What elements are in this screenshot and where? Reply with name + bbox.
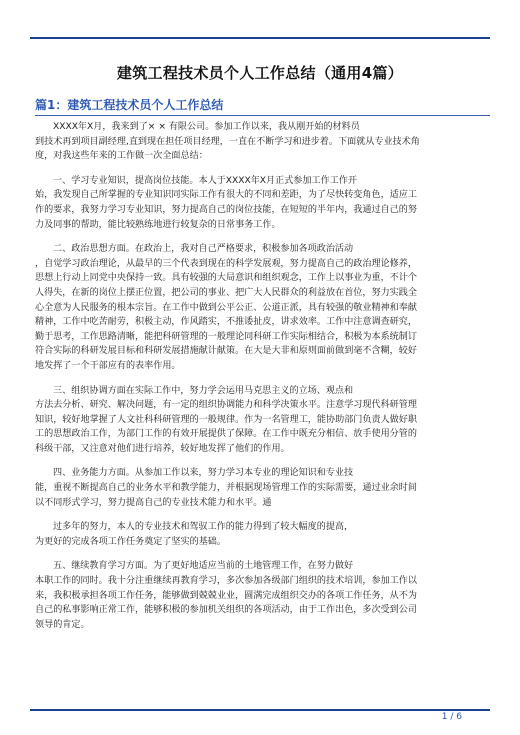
paragraph	[35, 559, 492, 632]
paragraph-line: 过多年的努力，本人的专业技术和驾驭工作的能力得到了较大幅度的提高，	[53, 522, 354, 533]
paragraph-line: 能，重视不断提高自己的业务水平和教学能力，并根据现场管理工作的实际需要，通过业余时间	[35, 483, 417, 494]
paragraph-line: 知识，较好地掌握了人文社科科研管理的一般规律。作为一名管理工，能协助部门负责人做好职	[35, 414, 417, 425]
paragraph-line: 度，对我这些年来的工作做一次全面总结：	[35, 151, 208, 162]
page-number: 1 / 6	[441, 712, 462, 722]
paragraph	[35, 384, 492, 457]
top-divider	[30, 37, 490, 39]
paragraph-line: 方法去分析、研究、解决问题，有一定的组织协调能力和科学决策水平。注意学习现代科研管理	[35, 400, 417, 411]
paragraph-line: 一、学习专业知识，提高岗位技能。本人于XXXX年X月正式参加工作工作开	[53, 175, 357, 186]
paragraph-line: 到技术再到项目副经理,直到现在担任项目经理，一直在不断学习和进步着。下面就从专业技术角	[35, 136, 420, 147]
paragraph-line: 自己的私事影响正常工作，能够积极的参加机关组织的各项活动，由于工作出色，多次受到公司	[35, 605, 417, 616]
paragraph-line: 力及同事的帮助，能比较熟练地进行较复杂的日常事务工作。	[35, 219, 281, 230]
paragraph	[35, 242, 492, 373]
paragraph	[35, 466, 492, 510]
paragraph-line: 本职工作的同时。我十分注重继续再教育学习，多次参加各级部门组织的技术培训，参加工作以	[35, 576, 417, 587]
paragraph-line: 符合实际的科研发展目标和科研发展措施献计献策。在大是大非和原则面前做到毫不含糊，较好	[35, 346, 417, 357]
section-divider	[35, 115, 490, 116]
paragraph-line: 二、政治思想方面。在政治上，我对自己严格要求，积极参加各项政治活动	[53, 244, 354, 255]
paragraph-line: 思想上行动上同党中央保持一致。具有较强的大局意识和组织观念，工作上以事业为重，不计个	[35, 273, 417, 284]
paragraph-line: 领导的肯定。	[35, 619, 90, 630]
paragraph-line: 以不同形式学习，努力提高自己的专业技术能力和水平。通	[35, 497, 272, 508]
paragraph-line: 地发挥了一个干部应有的表率作用。	[35, 360, 181, 371]
paragraph-line: 人得失，在新的岗位上摆正位置，把公司的事业、把广大人民群众的利益放在首位，努力实践全	[35, 287, 417, 298]
paragraph-line: 为更好的完成各项工作任务奠定了坚实的基础。	[35, 536, 226, 547]
paragraph	[35, 120, 492, 164]
section-title: 篇1：建筑工程技术员个人工作总结	[35, 98, 224, 112]
paragraph-line: 作的要求，我努力学习专业知识，努力提高自己的岗位技能，在短短的半年内，我通过自己的努	[35, 204, 417, 215]
document-body	[35, 120, 492, 642]
paragraph-line: 工的思想政治工作，为部门工作的有效开展提供了保障。在工作中既充分相信、放手使用分管的	[35, 429, 417, 440]
document-title: 建筑工程技术员个人工作总结（通用4篇）	[116, 64, 404, 82]
paragraph-line: 心全意为人民服务的根本宗旨。在工作中做到公平公正、公道正派，具有较强的敬业精神和奉献	[35, 302, 417, 313]
paragraph-line: XXXX年X月，我来到了× × 有限公司。参加工作以来，我从刚开始的材料员	[53, 122, 360, 132]
paragraph-line: 勤于思考，工作思路清晰，能把科研管理的一般理论同科研工作实际相结合，积极为本系统制订	[35, 331, 417, 342]
paragraph-line: 精神，工作中吃苦耐劳，积极主动，作风踏实，不推诿扯皮，讲求效率。工作中注意调查研究，	[35, 317, 417, 328]
paragraph-line: 四、业务能力方面。从参加工作以来，努力学习本专业的理论知识和专业技	[53, 468, 354, 479]
paragraph-line: 科级干部，又注意对他们进行培养，较好地发挥了他们的作用。	[35, 443, 290, 454]
paragraph	[35, 520, 492, 549]
paragraph-line: 五、继续教育学习方面。为了更好地适应当前的土地管理工作，在努力做好	[53, 561, 354, 572]
paragraph	[35, 174, 492, 232]
paragraph-line: 始，我发现自己所掌握的专业知识同实际工作有很大的不同和差距，为了尽快转变角色，适应工	[35, 190, 417, 201]
paragraph-line: ，自觉学习政治理论，从最早的三个代表到现在的科学发展观，努力提高自己的政治理论修养，	[35, 258, 417, 269]
paragraph-line: 来，我积极承担各项工作任务，能够做到兢兢业业，圆满完成组织交办的各项工作任务，从不为	[35, 590, 417, 601]
paragraph-line: 三、组织协调方面在实际工作中，努力学会运用马克思主义的立场、观点和	[53, 385, 354, 396]
bottom-divider	[30, 709, 490, 711]
